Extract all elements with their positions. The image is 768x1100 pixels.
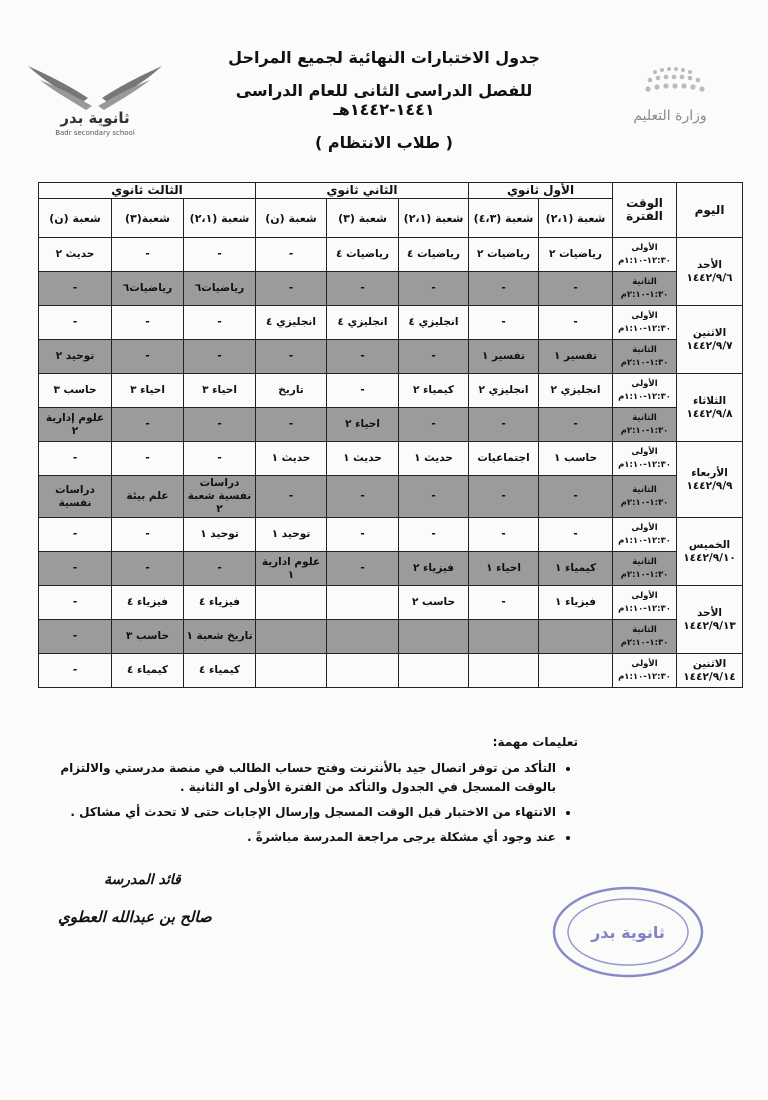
exam-cell: كيمياء ٤ — [184, 654, 256, 688]
exam-cell: فيزياء ١ — [539, 586, 613, 620]
exam-cell: - — [327, 374, 399, 408]
exam-cell: علوم ادارية ١ — [256, 552, 327, 586]
exam-cell: فيزياء ٤ — [112, 586, 184, 620]
exam-cell: - — [112, 552, 184, 586]
exam-cell — [327, 586, 399, 620]
day-date: ١٤٤٢/٩/٦ — [686, 271, 733, 284]
day-cell — [677, 654, 743, 688]
exam-cell: كيمياء ١ — [539, 552, 613, 586]
exam-cell: - — [256, 408, 327, 442]
exam-cell: - — [184, 408, 256, 442]
exam-cell: - — [539, 408, 613, 442]
day-cell — [677, 238, 743, 306]
exam-cell: - — [539, 272, 613, 306]
signature-title: قائد المدرسة — [104, 872, 181, 888]
day-date: ١٤٤٢/٩/٨ — [686, 407, 733, 420]
day-cell — [677, 374, 743, 442]
exam-cell — [399, 654, 469, 688]
header-line-2: للفصل الدراسى الثانى للعام الدراسى ١٤٤١-١٤٤٢هـ — [235, 81, 533, 119]
instruction-item: • التأكد من توفر اتصال جيد بالأنترنت وفتح حساب الطالب في منصة مدرستي والالتزام بالوقت المسجل في الجدول والتأكد من الفترة الأولى او الثانية . — [58, 759, 556, 797]
section-header: شعبة (٣) — [327, 199, 399, 238]
period-cell: الأولى ١٢:٣٠-١:١٠م — [613, 306, 677, 340]
period-cell: الأولى ١٢:٣٠-١:١٠م — [613, 374, 677, 408]
exam-cell: - — [39, 272, 112, 306]
exam-cell: - — [469, 586, 539, 620]
exam-cell: - — [256, 476, 327, 518]
exam-cell: - — [539, 306, 613, 340]
exam-cell: - — [39, 442, 112, 476]
exam-cell: دراسات نفسية — [39, 476, 112, 518]
exam-schedule-table — [38, 182, 743, 688]
exam-cell: - — [469, 476, 539, 518]
exam-cell — [469, 620, 539, 654]
period-cell: الأولى ١٢:٣٠-١:١٠م — [613, 654, 677, 688]
ministry-logo-name: وزارة التعليم — [633, 108, 707, 124]
day-cell — [677, 586, 743, 654]
header-time — [613, 183, 677, 238]
period-cell: الثانية ١:٣٠-٢:١٠م — [613, 476, 677, 518]
day-date: ١٤٤٢/٩/١٠ — [683, 551, 736, 564]
exam-cell: - — [327, 552, 399, 586]
period-cell: الثانية ١:٣٠-٢:١٠م — [613, 408, 677, 442]
exam-cell: انجليزي ٤ — [399, 306, 469, 340]
exam-cell: كيمياء ٤ — [112, 654, 184, 688]
exam-cell: - — [539, 476, 613, 518]
exam-cell: رياضيات ٢ — [539, 238, 613, 272]
section-header: شعبة (٢،١) — [184, 199, 256, 238]
day-cell — [677, 306, 743, 374]
exam-cell — [469, 654, 539, 688]
exam-cell: - — [399, 340, 469, 374]
day-name: الأحد — [696, 606, 723, 619]
exam-cell: - — [112, 518, 184, 552]
exam-cell: حديث ١ — [399, 442, 469, 476]
exam-cell: انجليزي ٤ — [256, 306, 327, 340]
exam-cell: رياضيات٦ — [112, 272, 184, 306]
exam-cell: - — [327, 518, 399, 552]
section-header: شعبة (ن) — [39, 199, 112, 238]
period-cell: الثانية ١:٣٠-٢:١٠م — [613, 340, 677, 374]
exam-cell — [399, 620, 469, 654]
exam-cell — [327, 620, 399, 654]
exam-cell: تفسير ١ — [469, 340, 539, 374]
exam-cell: حاسب ٣ — [39, 374, 112, 408]
exam-cell: رياضيات ٢ — [469, 238, 539, 272]
school-logo — [20, 58, 170, 138]
day-date: ١٤٤٢/٩/١٤ — [683, 670, 736, 683]
exam-cell: - — [39, 552, 112, 586]
exam-cell: احياء ٢ — [327, 408, 399, 442]
exam-cell: - — [184, 442, 256, 476]
grade-1-header: الأول ثانوي — [469, 183, 613, 199]
exam-cell — [256, 586, 327, 620]
period-cell: الأولى ١٢:٣٠-١:١٠م — [613, 442, 677, 476]
section-header: شعبة (٢،١) — [399, 199, 469, 238]
exam-cell: - — [39, 620, 112, 654]
period-cell: الثانية ١:٣٠-٢:١٠م — [613, 552, 677, 586]
period-cell: الثانية ١:٣٠-٢:١٠م — [613, 620, 677, 654]
stamp-text: ثانوية بدر — [591, 923, 665, 942]
exam-cell: - — [112, 306, 184, 340]
ministry-logo — [600, 62, 740, 132]
instructions — [58, 735, 578, 853]
grade-3-header: الثالث ثانوي — [39, 183, 256, 199]
exam-cell: تاريخ شعبة ١ — [184, 620, 256, 654]
day-name: الخميس — [688, 538, 731, 551]
exam-cell: رياضيات ٤ — [399, 238, 469, 272]
day-name: الأربعاء — [691, 466, 728, 479]
exam-cell: اجتماعيات — [469, 442, 539, 476]
section-header: شعبة (٤،٣) — [469, 199, 539, 238]
exam-cell: - — [327, 476, 399, 518]
exam-cell: احياء ٣ — [184, 374, 256, 408]
period-cell: الأولى ١٢:٣٠-١:١٠م — [613, 238, 677, 272]
exam-cell: - — [39, 306, 112, 340]
exam-cell: - — [399, 518, 469, 552]
exam-cell: احياء ٣ — [112, 374, 184, 408]
exam-cell: - — [184, 552, 256, 586]
exam-cell: - — [399, 476, 469, 518]
exam-cell: - — [112, 408, 184, 442]
exam-cell: - — [399, 408, 469, 442]
exam-cell: - — [327, 340, 399, 374]
signature-name: صالح بن عبدالله العطوي — [58, 908, 212, 926]
exam-cell: انجليزي ٢ — [469, 374, 539, 408]
exam-cell: حاسب ٣ — [112, 620, 184, 654]
day-cell — [677, 442, 743, 518]
exam-cell: - — [256, 272, 327, 306]
instructions-title: تعليمات مهمة: — [492, 735, 578, 749]
exam-cell: انجليزي ٤ — [327, 306, 399, 340]
exam-cell: فيزياء ٢ — [399, 552, 469, 586]
section-header: شعبة (ن) — [256, 199, 327, 238]
day-date: ١٤٤٢/٩/١٣ — [683, 619, 736, 632]
header-period-label: الفترة — [626, 209, 663, 223]
exam-cell: - — [469, 272, 539, 306]
day-name: الاثنين — [692, 657, 727, 670]
day-name: الثلاثاء — [692, 394, 727, 407]
exam-cell: حاسب ١ — [539, 442, 613, 476]
exam-cell: انجليزي ٢ — [539, 374, 613, 408]
day-date: ١٤٤٢/٩/٧ — [686, 339, 733, 352]
period-cell: الأولى ١٢:٣٠-١:١٠م — [613, 586, 677, 620]
day-date: ١٤٤٢/٩/٩ — [686, 479, 733, 492]
day-cell — [677, 518, 743, 586]
exam-cell: - — [327, 272, 399, 306]
exam-cell: علم بيئة — [112, 476, 184, 518]
school-stamp — [548, 882, 708, 982]
exam-cell: توحيد ١ — [184, 518, 256, 552]
document-header — [200, 48, 568, 166]
exam-cell — [256, 654, 327, 688]
exam-cell — [539, 654, 613, 688]
exam-cell: رياضيات ٤ — [327, 238, 399, 272]
exam-cell: حديث ١ — [327, 442, 399, 476]
exam-cell: - — [39, 518, 112, 552]
period-cell: الأولى ١٢:٣٠-١:١٠م — [613, 518, 677, 552]
exam-cell: - — [184, 306, 256, 340]
exam-cell — [327, 654, 399, 688]
school-logo-sub: Badr secondary school — [55, 129, 135, 137]
exam-cell — [256, 620, 327, 654]
exam-cell: - — [469, 518, 539, 552]
header-line-3: ( طلاب الانتظام ) — [315, 133, 453, 152]
exam-cell: - — [256, 238, 327, 272]
exam-cell: حاسب ٢ — [399, 586, 469, 620]
day-name: الاثنين — [692, 326, 727, 339]
section-header: شعبة(٣) — [112, 199, 184, 238]
exam-cell: - — [39, 586, 112, 620]
exam-cell: رياضيات٦ — [184, 272, 256, 306]
exam-cell: تفسير ١ — [539, 340, 613, 374]
exam-cell: - — [112, 340, 184, 374]
exam-cell: - — [39, 654, 112, 688]
exam-cell: - — [399, 272, 469, 306]
exam-cell: فيزياء ٤ — [184, 586, 256, 620]
instruction-item: • الانتهاء من الاختبار قبل الوقت المسجل وإرسال الإجابات حتى لا تحدث أي مشاكل . — [58, 803, 556, 822]
exam-cell — [539, 620, 613, 654]
exam-cell: - — [256, 340, 327, 374]
exam-cell: احياء ١ — [469, 552, 539, 586]
section-header: شعبة (٢،١) — [539, 199, 613, 238]
exam-cell: توحيد ٢ — [39, 340, 112, 374]
header-line-1: جدول الاختبارات النهائية لجميع المراحل — [228, 48, 540, 67]
exam-cell: - — [184, 340, 256, 374]
school-logo-name: ثانوية بدر — [60, 109, 130, 127]
header-day: اليوم — [677, 183, 743, 238]
grade-2-header: الثاني ثانوي — [256, 183, 469, 199]
exam-cell: تاريخ — [256, 374, 327, 408]
day-name: الأحد — [696, 258, 723, 271]
exam-cell: - — [112, 238, 184, 272]
exam-cell: - — [469, 306, 539, 340]
exam-cell: حديث ٢ — [39, 238, 112, 272]
header-time-label: الوقت — [626, 196, 663, 210]
period-cell: الثانية ١:٣٠-٢:١٠م — [613, 272, 677, 306]
exam-cell: - — [184, 238, 256, 272]
exam-cell: علوم إدارية ٢ — [39, 408, 112, 442]
exam-cell: دراسات نفسية شعبة ٢ — [184, 476, 256, 518]
exam-cell: كيمياء ٢ — [399, 374, 469, 408]
exam-cell: حديث ١ — [256, 442, 327, 476]
exam-cell: - — [469, 408, 539, 442]
exam-cell: توحيد ١ — [256, 518, 327, 552]
exam-cell: - — [112, 442, 184, 476]
instruction-item: • عند وجود أي مشكلة يرجى مراجعة المدرسة مباشرةً . — [58, 828, 556, 847]
exam-cell: - — [539, 518, 613, 552]
